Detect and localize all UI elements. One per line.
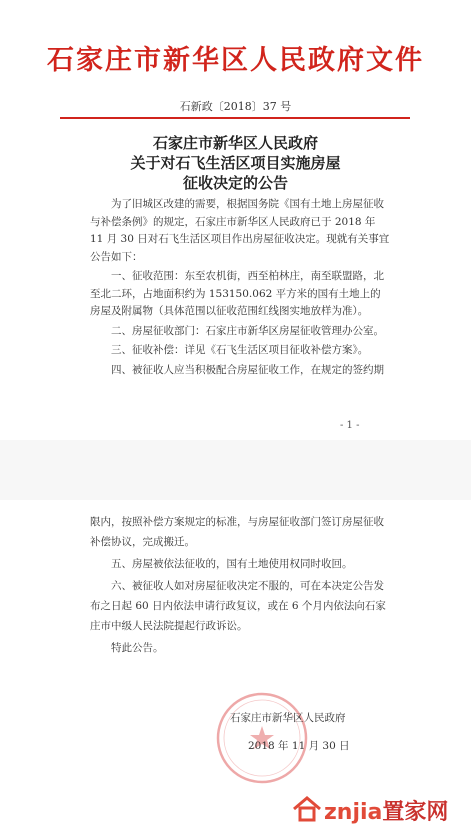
notice-body-page1 bbox=[90, 196, 390, 381]
paragraph-department: 二、房屋征收部门：石家庄市新华区房屋征收管理办公室。 bbox=[111, 324, 384, 337]
document-page-2 bbox=[0, 500, 471, 826]
page-number: - 1 - bbox=[340, 420, 360, 431]
watermark-cn: 置家网 bbox=[382, 800, 449, 825]
document-header-title: 石家庄市新华区人民政府文件 bbox=[47, 45, 424, 76]
red-divider bbox=[60, 117, 410, 119]
notice-title-line3: 征收决定的公告 bbox=[182, 174, 288, 192]
document-number: 石新政〔2018〕37 号 bbox=[179, 100, 292, 113]
paragraph-intro: 为了旧城区改建的需要，根据国务院《国有土地上房屋征收与补偿条例》的规定，石家庄市新华区人民政府已于 2018 年 11 月 30 日对石飞生活区项目作出房屋征收决定。现就有关事宜公告如下： bbox=[90, 198, 390, 263]
notice-title-line2: 关于对石飞生活区项目实施房屋 bbox=[130, 154, 341, 172]
watermark-latin: znjia bbox=[324, 800, 383, 825]
signature-organization: 石家庄市新华区人民政府 bbox=[230, 712, 346, 724]
signature-date: 2018 年 11 月 30 日 bbox=[248, 740, 350, 752]
paragraph-compensation: 三、征收补偿：详见《石飞生活区项目征收补偿方案》。 bbox=[111, 344, 369, 356]
page-separator bbox=[0, 440, 471, 500]
paragraph-closing: 特此公告。 bbox=[111, 642, 164, 654]
notice-title bbox=[0, 133, 471, 193]
watermark-text bbox=[324, 795, 448, 826]
paragraph-cooperation: 四、被征收人应当积极配合房屋征收工作，在规定的签约期 bbox=[111, 363, 384, 376]
paragraph-scope: 一、征收范围：东至农机街，西至柏林庄，南至联盟路，北至北二环，占地面积约为 153150.062 平方米的国有土地上的房屋及附属物（具体范围以征收范围红线图实地放样为准）。 bbox=[90, 270, 384, 317]
paragraph-appeal: 六、被征收人如对房屋征收决定不服的，可在本决定公告发布之日起 60 日内依法申请行政复议，或在 6 个月内依法向石家庄市中级人民法院提起行政诉讼。 bbox=[90, 580, 386, 632]
paragraph-land-use: 五、房屋被依法征收的，国有土地使用权同时收回。 bbox=[111, 558, 353, 570]
paragraph-continuation: 限内，按照补偿方案规定的标准，与房屋征收部门签订房屋征收补偿协议，完成搬迁。 bbox=[90, 516, 384, 548]
house-logo-icon bbox=[292, 795, 322, 823]
site-watermark bbox=[292, 795, 467, 823]
notice-title-line1: 石家庄市新华区人民政府 bbox=[152, 134, 318, 152]
notice-body-page2 bbox=[90, 512, 390, 660]
